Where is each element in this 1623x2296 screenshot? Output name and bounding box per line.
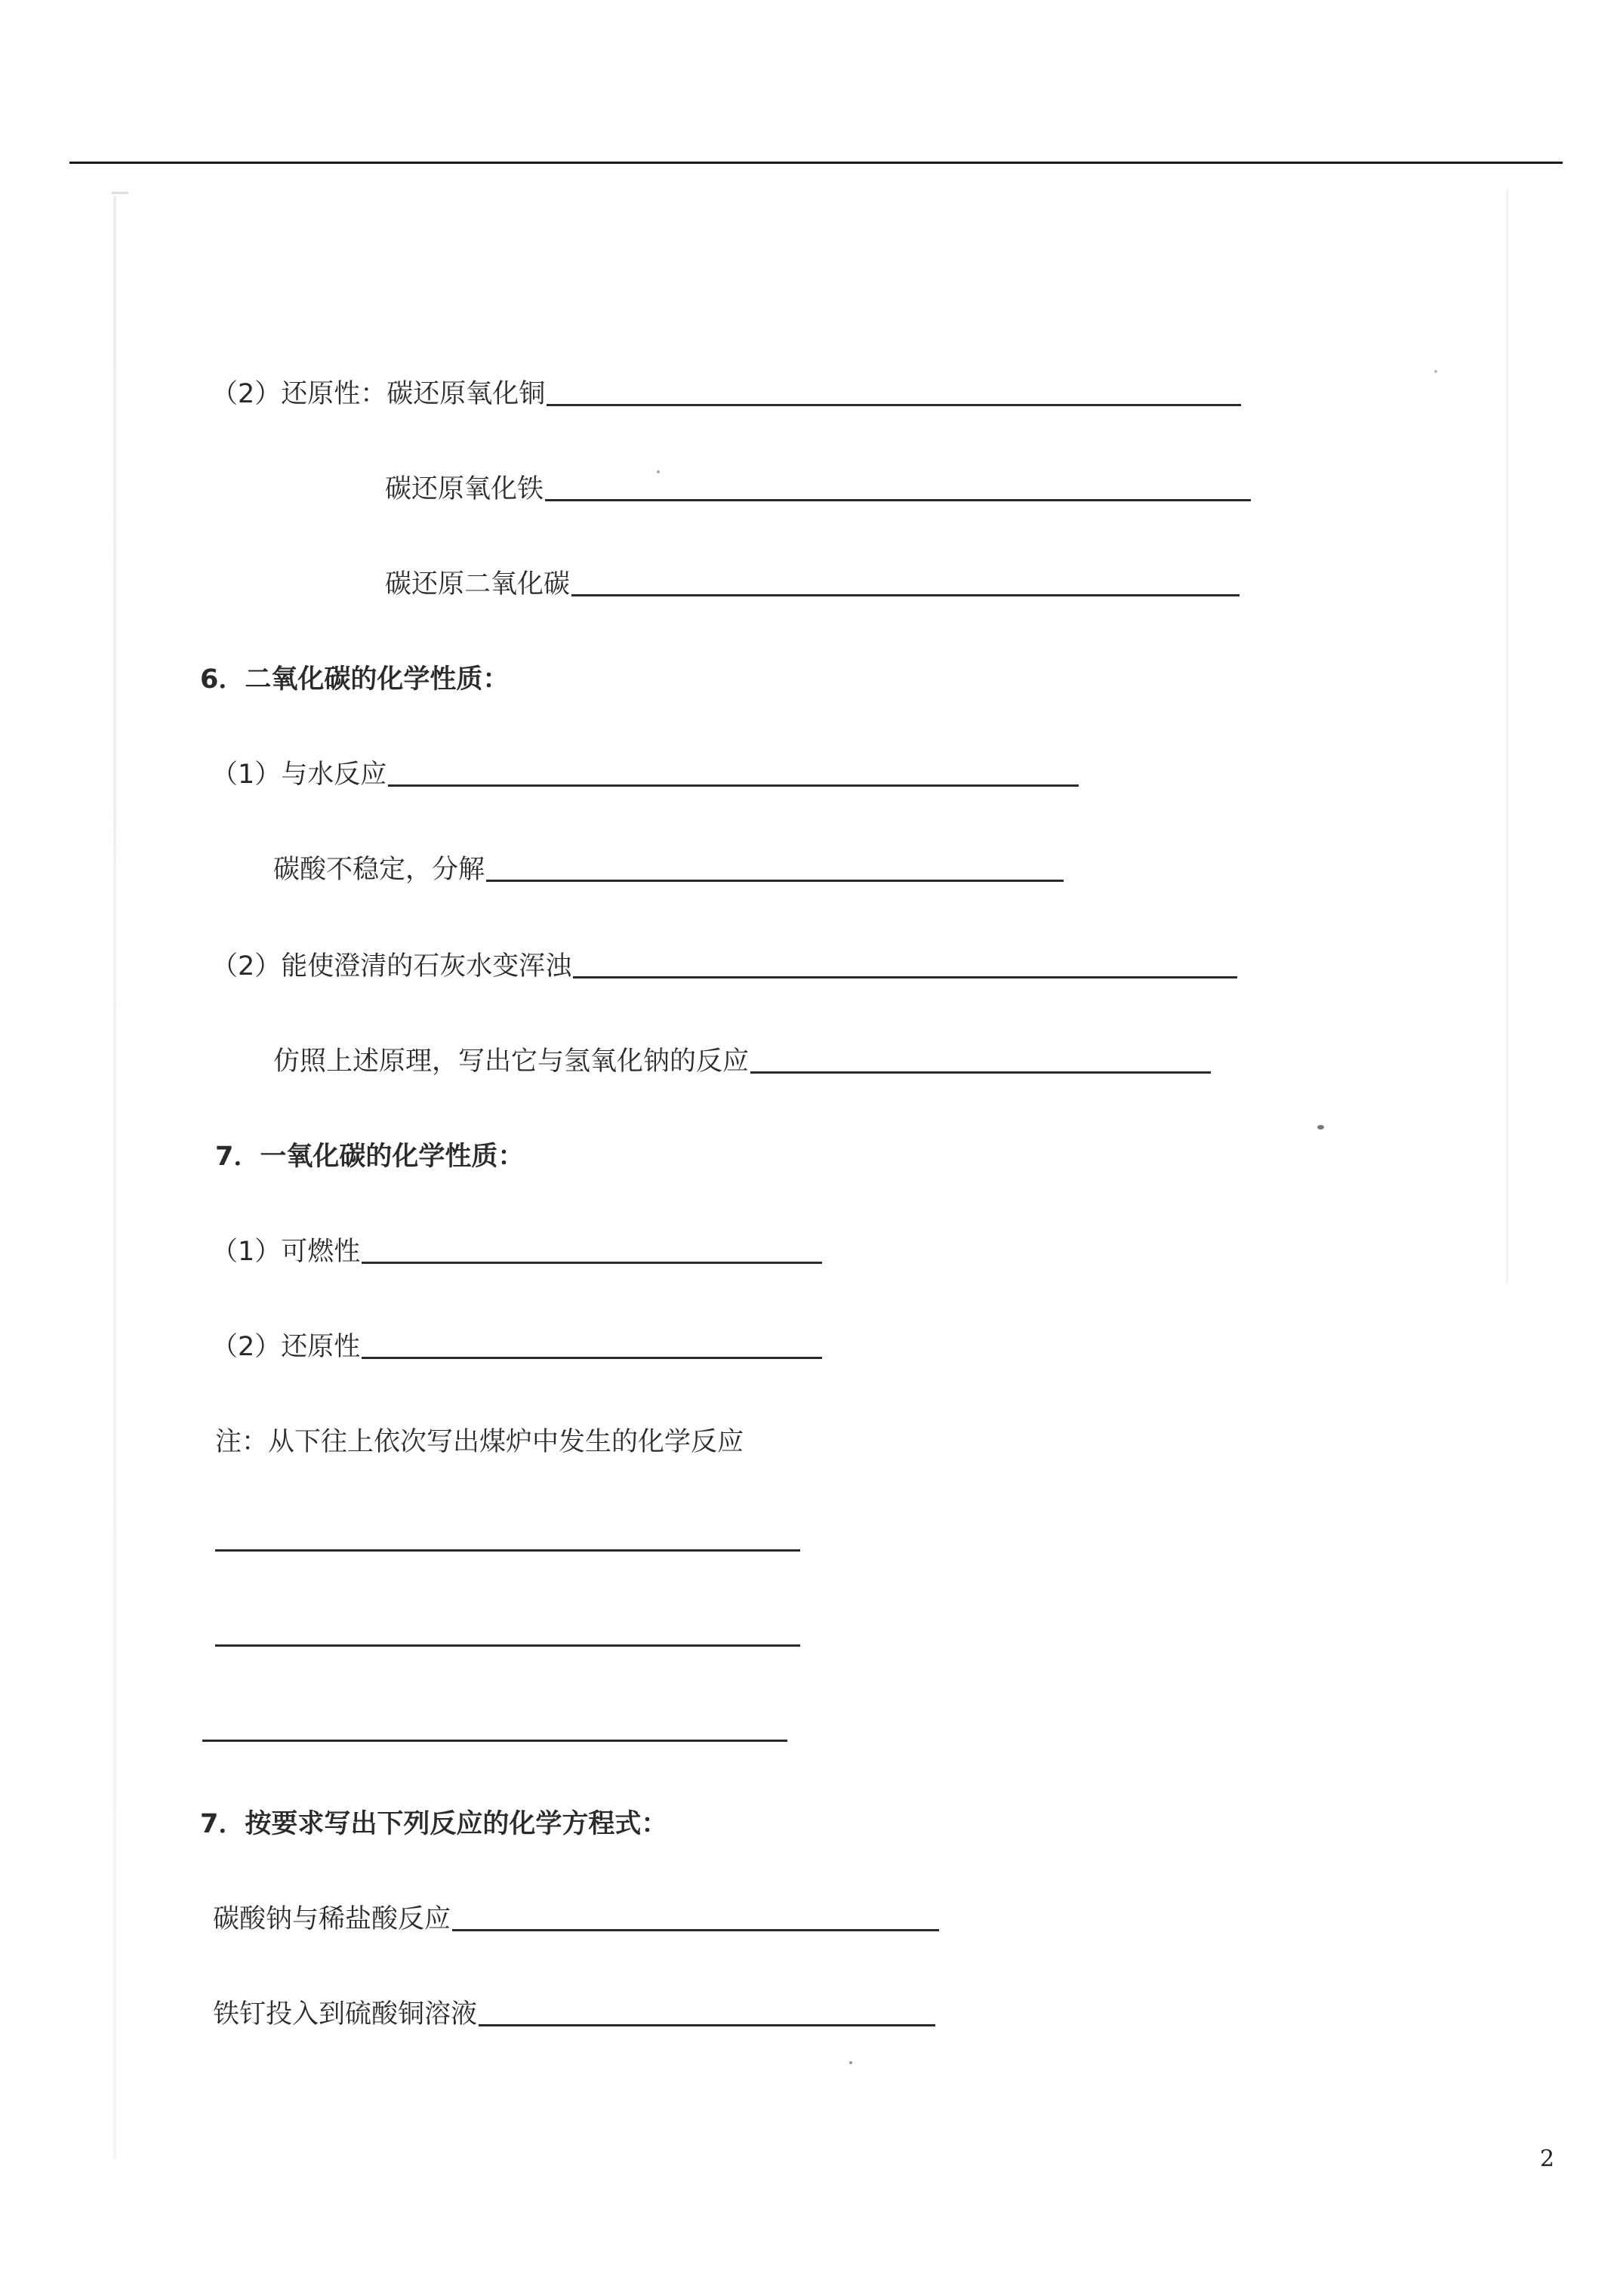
iron-nail-answer-blank[interactable]	[479, 2002, 935, 2026]
fe2o3-reduction-answer-blank[interactable]	[545, 476, 1251, 501]
carbonic-acid-label: 碳酸不稳定，分解	[273, 855, 485, 885]
scan-speck	[849, 2061, 852, 2064]
scan-speck	[1434, 370, 1437, 373]
co2-reduction-answer-blank[interactable]	[571, 572, 1240, 596]
section7-heading-row	[215, 1140, 524, 1173]
page-number: 2	[1540, 2146, 1555, 2172]
fe2o3-reduction-row	[385, 473, 1251, 506]
section6-heading: 6．二氧化碳的化学性质：	[200, 664, 510, 695]
section7-heading: 7．一氧化碳的化学性质：	[215, 1142, 525, 1172]
cuo-reduction-label: （2）还原性：碳还原氧化铜	[211, 379, 546, 409]
coal-stove-answer-blank-1[interactable]	[215, 1549, 800, 1552]
na2co3-hcl-row	[213, 1903, 939, 1936]
naoh-label: 仿照上述原理，写出它与氢氧化钠的反应	[273, 1046, 750, 1077]
limewater-label: （2）能使澄清的石灰水变浑浊	[211, 951, 572, 982]
scan-speck	[1317, 1125, 1324, 1130]
coal-stove-answer-blank-2[interactable]	[215, 1644, 800, 1647]
co2-reduction-label: 碳还原二氧化碳	[385, 569, 571, 599]
co-combustion-label: （1）可燃性	[211, 1237, 361, 1267]
carbonic-acid-row	[273, 853, 1064, 886]
coal-stove-answer-blank-3[interactable]	[202, 1740, 787, 1742]
equations-heading: 7．按要求写出下列反应的化学方程式：	[200, 1809, 668, 1839]
co2-water-answer-blank[interactable]	[388, 762, 1079, 787]
coal-stove-note-label: 注：从下往上依次写出煤炉中发生的化学反应	[215, 1427, 744, 1457]
scan-edge-left	[113, 196, 116, 2159]
section6-heading-row	[200, 663, 509, 696]
fe2o3-reduction-label: 碳还原氧化铁	[385, 474, 544, 504]
limewater-row	[211, 950, 1237, 983]
co2-reduction-row	[385, 568, 1240, 601]
iron-nail-row	[213, 1998, 935, 2031]
scan-corner-mark	[112, 192, 128, 194]
carbonic-acid-answer-blank[interactable]	[486, 857, 1064, 882]
cuo-reduction-answer-blank[interactable]	[547, 381, 1241, 406]
co2-water-row	[211, 758, 1079, 791]
naoh-row	[273, 1045, 1211, 1078]
co2-water-label: （1）与水反应	[211, 760, 387, 790]
cuo-reduction-row	[211, 378, 1241, 411]
header-rule	[69, 162, 1563, 164]
naoh-answer-blank[interactable]	[750, 1049, 1211, 1074]
co-reduction-answer-blank[interactable]	[362, 1334, 822, 1359]
co-reduction-label: （2）还原性	[211, 1332, 361, 1362]
equations-heading-row	[200, 1808, 667, 1841]
na2co3-hcl-label: 碳酸钠与稀盐酸反应	[213, 1904, 451, 1934]
scan-edge-right	[1506, 189, 1508, 1284]
scan-speck	[657, 470, 660, 473]
iron-nail-label: 铁钉投入到硫酸铜溶液	[213, 1999, 478, 2029]
limewater-answer-blank[interactable]	[573, 954, 1237, 978]
co-combustion-row	[211, 1235, 822, 1268]
na2co3-hcl-answer-blank[interactable]	[452, 1906, 939, 1931]
co-reduction-row	[211, 1330, 822, 1364]
coal-stove-note-row	[215, 1425, 744, 1459]
co-combustion-answer-blank[interactable]	[362, 1239, 822, 1264]
